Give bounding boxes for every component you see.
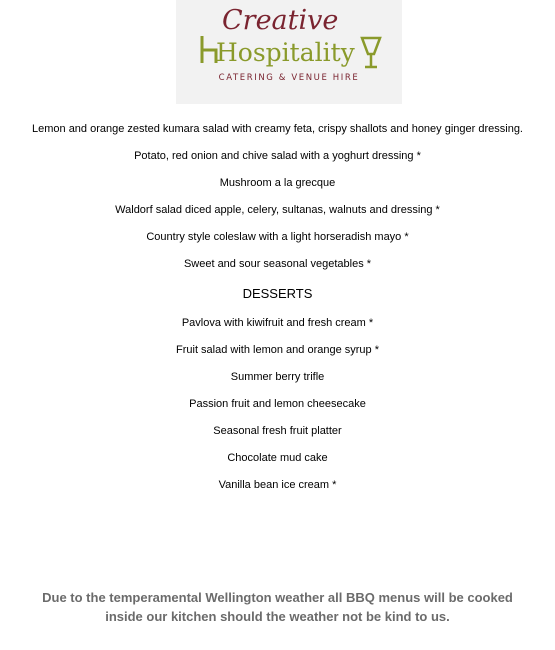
logo-word-hospitality: Hospitality bbox=[216, 38, 355, 67]
dessert-item: Seasonal fresh fruit platter bbox=[213, 425, 342, 437]
salad-item: Waldorf salad diced apple, celery, sultanas, walnuts and dressing * bbox=[115, 204, 440, 216]
desserts-heading: DESSERTS bbox=[242, 286, 313, 301]
salad-item: Sweet and sour seasonal vegetables * bbox=[183, 258, 372, 270]
salad-item: Lemon and orange zested kumara salad with creamy feta, crispy shallots and honey ginger dressing. bbox=[32, 123, 523, 135]
wine-glass-icon bbox=[362, 38, 380, 67]
salad-item: Mushroom a la grecque bbox=[219, 177, 336, 189]
dessert-item: Chocolate mud cake bbox=[227, 452, 328, 464]
dessert-item: Fruit salad with lemon and orange syrup * bbox=[176, 344, 379, 356]
weather-notice bbox=[0, 588, 555, 626]
logo-word-creative: Creative bbox=[222, 5, 339, 36]
salad-item: Country style coleslaw with a light horseradish mayo * bbox=[146, 231, 409, 243]
company-logo bbox=[176, 0, 402, 104]
logo-graphic bbox=[176, 0, 402, 104]
dessert-item: Vanilla bean ice cream * bbox=[218, 479, 337, 491]
logo-tagline: CATERING & VENUE HIRE bbox=[218, 73, 360, 83]
notice-line-2: inside our kitchen should the weather not be kind to us. bbox=[105, 609, 450, 624]
dessert-item: Summer berry trifle bbox=[230, 371, 325, 383]
notice-line-1: Due to the temperamental Wellington weather all BBQ menus will be cooked bbox=[42, 590, 513, 605]
dessert-item: Pavlova with kiwifruit and fresh cream * bbox=[181, 317, 374, 329]
salad-item: Potato, red onion and chive salad with a yoghurt dressing * bbox=[134, 150, 421, 162]
dessert-item: Passion fruit and lemon cheesecake bbox=[189, 398, 366, 410]
chair-icon bbox=[202, 36, 216, 63]
